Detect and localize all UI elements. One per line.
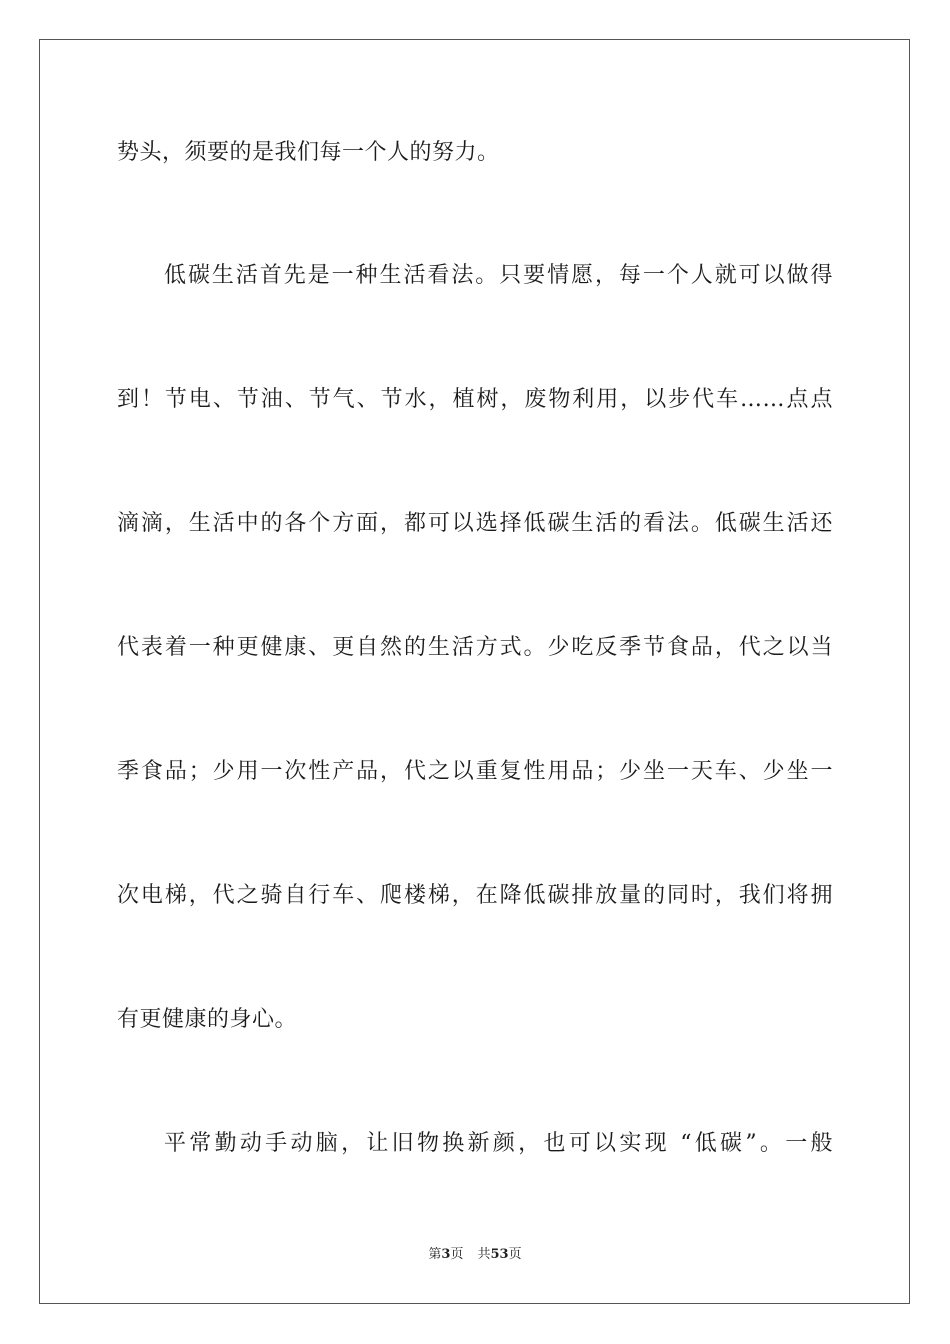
text-line: 季食品；少用一次性产品，代之以重复性用品；少坐一天车、少坐一	[117, 759, 833, 784]
page-border	[39, 39, 910, 1304]
paragraph-start-line: 平常勤动手动脑，让旧物换新颜，也可以实现 “低碳”。一般	[164, 1131, 833, 1156]
text-line: 次电梯，代之骑自行车、爬楼梯，在降低碳排放量的同时，我们将拥	[117, 883, 833, 908]
paragraph-start-line: 低碳生活首先是一种生活看法。只要情愿，每一个人就可以做得	[164, 263, 833, 288]
text-line: 代表着一种更健康、更自然的生活方式。少吃反季节食品，代之以当	[117, 635, 833, 660]
text-line: 滴滴，生活中的各个方面，都可以选择低碳生活的看法。低碳生活还	[117, 511, 833, 536]
page-number: 3	[441, 1247, 451, 1262]
page-suffix: 页	[450, 1247, 464, 1262]
text-line: 到！节电、节油、节气、节水，植树，废物利用，以步代车……点点	[117, 387, 833, 412]
total-pages: 53	[490, 1247, 509, 1262]
text-line: 有更健康的身心。	[117, 1007, 298, 1032]
text-line: 势头，须要的是我们每一个人的努力。	[117, 140, 500, 165]
total-suffix: 页	[508, 1247, 522, 1262]
page-prefix: 第	[428, 1247, 442, 1262]
page-footer	[0, 1246, 950, 1264]
total-prefix: 共	[477, 1247, 491, 1262]
